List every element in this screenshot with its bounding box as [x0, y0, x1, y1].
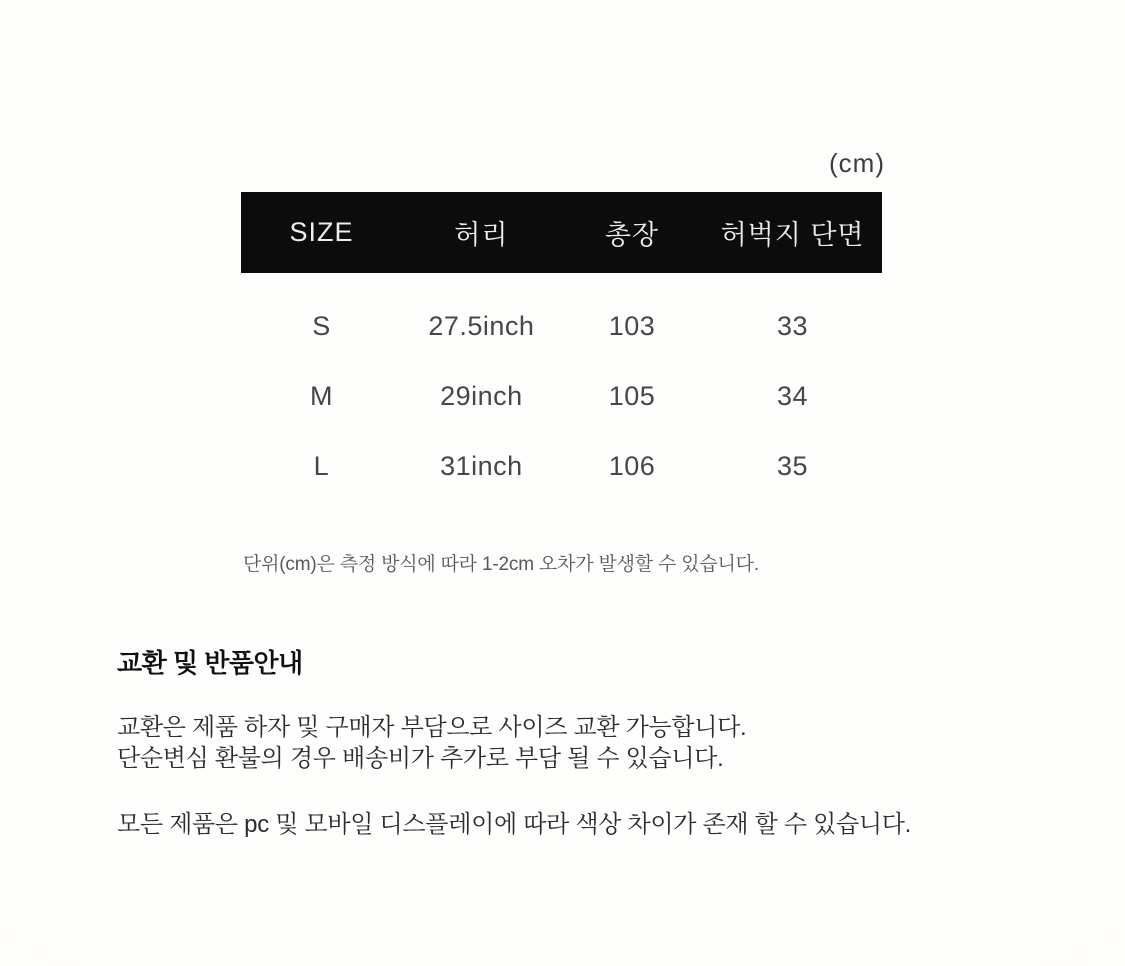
measurement-tolerance-note: 단위(cm)은 측정 방식에 따라 1-2cm 오차가 발생할 수 있습니다. — [243, 554, 759, 575]
cell-waist: 29inch — [440, 380, 523, 411]
display-color-difference-note: 모든 제품은 pc 및 모바일 디스플레이에 따라 색상 차이가 존재 할 수 있습니다. — [117, 811, 912, 838]
table-row-m — [241, 361, 882, 431]
exchange-policy-text — [117, 712, 746, 774]
cell-waist: 27.5inch — [428, 310, 535, 341]
size-table-body — [241, 291, 882, 501]
table-row-s — [241, 291, 882, 361]
column-header-waist: 허리 — [454, 220, 509, 250]
size-table-header-row — [241, 192, 882, 273]
table-row-l — [241, 431, 882, 501]
exchange-return-heading: 교환 및 반품안내 — [117, 648, 303, 678]
size-table — [241, 192, 882, 501]
cell-size: M — [309, 380, 333, 411]
column-header-size: SIZE — [289, 217, 354, 247]
exchange-policy-line-1: 교환은 제품 하자 및 구매자 부담으로 사이즈 교환 가능합니다. — [117, 714, 747, 741]
column-header-length: 총장 — [604, 220, 660, 250]
cell-length: 106 — [608, 450, 656, 481]
cell-size: L — [313, 450, 330, 481]
cell-thigh: 33 — [777, 310, 809, 341]
exchange-policy-line-2: 단순변심 환불의 경우 배송비가 추가로 부담 될 수 있습니다. — [117, 745, 724, 772]
cell-length: 105 — [608, 380, 656, 411]
cell-waist: 31inch — [440, 450, 523, 481]
cell-length: 103 — [608, 310, 656, 341]
cell-size: S — [312, 310, 331, 341]
unit-label: (cm) — [829, 148, 885, 178]
column-header-thigh: 허벅지 단면 — [720, 220, 865, 250]
cell-thigh: 35 — [777, 450, 809, 481]
cell-thigh: 34 — [777, 380, 809, 411]
